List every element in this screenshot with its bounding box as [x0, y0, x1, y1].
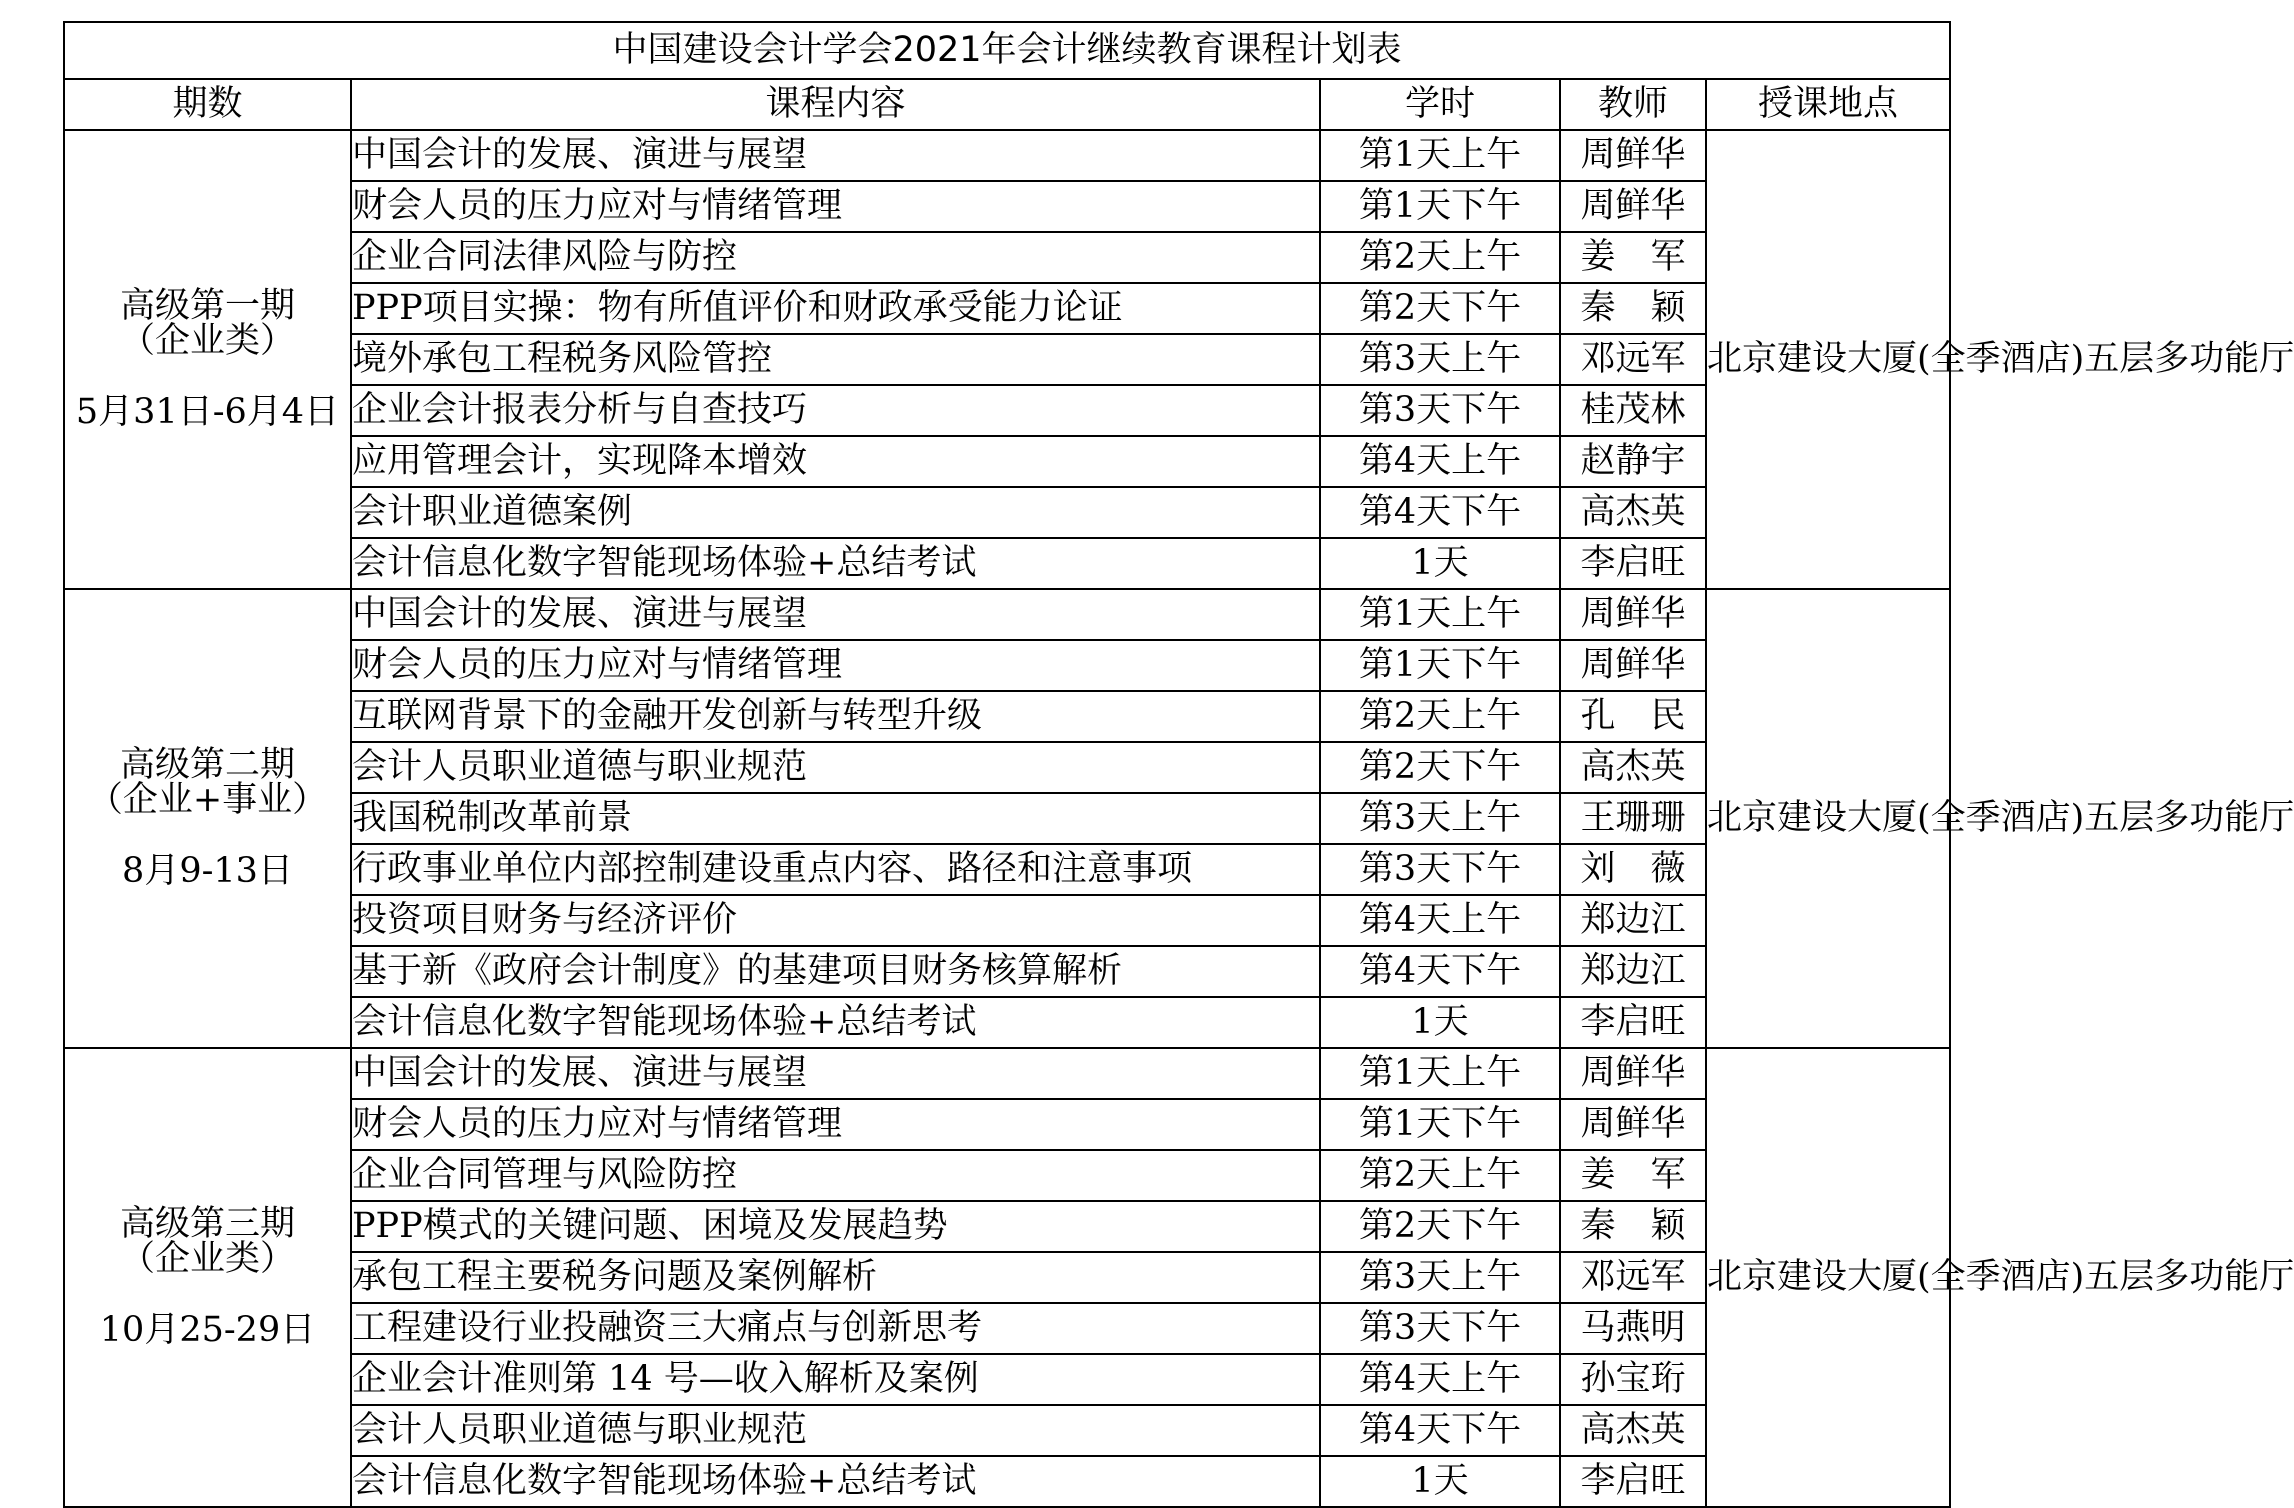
course-cell: 承包工程主要税务问题及案例解析 — [351, 1252, 1320, 1303]
course-cell: 中国会计的发展、演进与展望 — [351, 1048, 1320, 1099]
course-cell: 企业合同管理与风险防控 — [351, 1150, 1320, 1201]
teacher-cell: 周鲜华 — [1560, 589, 1706, 640]
course-cell: 投资项目财务与经济评价 — [351, 895, 1320, 946]
course-cell: 会计信息化数字智能现场体验+总结考试 — [351, 538, 1320, 589]
hours-cell: 第2天下午 — [1320, 1201, 1560, 1252]
hours-cell: 第1天下午 — [1320, 181, 1560, 232]
hours-cell: 第1天上午 — [1320, 589, 1560, 640]
session-cell — [64, 130, 351, 589]
teacher-cell: 刘 薇 — [1560, 844, 1706, 895]
hours-cell: 第3天下午 — [1320, 844, 1560, 895]
course-cell: PPP模式的关键问题、困境及发展趋势 — [351, 1201, 1320, 1252]
teacher-cell: 赵静宇 — [1560, 436, 1706, 487]
teacher-cell: 高杰英 — [1560, 1405, 1706, 1456]
session-type: （企业类） — [119, 321, 295, 361]
teacher-cell: 周鲜华 — [1560, 181, 1706, 232]
hours-cell: 第2天上午 — [1320, 691, 1560, 742]
hours-cell: 第3天上午 — [1320, 334, 1560, 385]
teacher-cell: 邓远军 — [1560, 1252, 1706, 1303]
hours-cell: 第2天上午 — [1320, 232, 1560, 283]
session-dates: 10月25-29日 — [99, 1310, 316, 1350]
hours-cell: 第4天上午 — [1320, 1354, 1560, 1405]
hours-cell: 第1天下午 — [1320, 640, 1560, 691]
session-cell — [64, 1048, 351, 1507]
session-dates: 5月31日-6月4日 — [75, 392, 340, 432]
teacher-cell: 周鲜华 — [1560, 1099, 1706, 1150]
header-hours: 学时 — [1320, 79, 1560, 130]
table-title: 中国建设会计学会2021年会计继续教育课程计划表 — [64, 22, 1950, 79]
hours-cell: 第1天下午 — [1320, 1099, 1560, 1150]
teacher-cell: 李启旺 — [1560, 538, 1706, 589]
hours-cell: 第2天下午 — [1320, 742, 1560, 793]
teacher-cell: 李启旺 — [1560, 1456, 1706, 1507]
course-cell: 中国会计的发展、演进与展望 — [351, 589, 1320, 640]
course-cell: 我国税制改革前景 — [351, 793, 1320, 844]
teacher-cell: 王珊珊 — [1560, 793, 1706, 844]
hours-cell: 1天 — [1320, 997, 1560, 1048]
session-cell — [64, 589, 351, 1048]
teacher-cell: 李启旺 — [1560, 997, 1706, 1048]
course-cell: 财会人员的压力应对与情绪管理 — [351, 640, 1320, 691]
teacher-cell: 郑边江 — [1560, 895, 1706, 946]
session-name: 高级第一期 — [119, 286, 295, 326]
teacher-cell: 邓远军 — [1560, 334, 1706, 385]
course-cell: 会计职业道德案例 — [351, 487, 1320, 538]
course-cell: PPP项目实操：物有所值评价和财政承受能力论证 — [351, 283, 1320, 334]
course-cell: 应用管理会计，实现降本增效 — [351, 436, 1320, 487]
location-cell: 北京建设大厦(全季酒店)五层多功能厅 — [1706, 1048, 1950, 1507]
teacher-cell: 周鲜华 — [1560, 1048, 1706, 1099]
header-session: 期数 — [64, 79, 351, 130]
table-row — [64, 1048, 1950, 1099]
location-cell: 北京建设大厦(全季酒店)五层多功能厅 — [1706, 130, 1950, 589]
hours-cell: 第4天下午 — [1320, 946, 1560, 997]
hours-cell: 第3天下午 — [1320, 385, 1560, 436]
hours-cell: 第3天上午 — [1320, 793, 1560, 844]
course-cell: 会计人员职业道德与职业规范 — [351, 742, 1320, 793]
location-cell: 北京建设大厦(全季酒店)五层多功能厅 — [1706, 589, 1950, 1048]
hours-cell: 第1天上午 — [1320, 130, 1560, 181]
hours-cell: 第3天下午 — [1320, 1303, 1560, 1354]
course-cell: 行政事业单位内部控制建设重点内容、路径和注意事项 — [351, 844, 1320, 895]
course-cell: 企业合同法律风险与防控 — [351, 232, 1320, 283]
teacher-cell: 姜 军 — [1560, 232, 1706, 283]
course-plan-table — [63, 21, 2294, 1508]
teacher-cell: 秦 颖 — [1560, 1201, 1706, 1252]
course-cell: 会计人员职业道德与职业规范 — [351, 1405, 1320, 1456]
course-cell: 境外承包工程税务风险管控 — [351, 334, 1320, 385]
teacher-cell: 周鲜华 — [1560, 130, 1706, 181]
hours-cell: 1天 — [1320, 1456, 1560, 1507]
course-cell: 中国会计的发展、演进与展望 — [351, 130, 1320, 181]
header-course: 课程内容 — [351, 79, 1320, 130]
teacher-cell: 马燕明 — [1560, 1303, 1706, 1354]
teacher-cell: 秦 颖 — [1560, 283, 1706, 334]
hours-cell: 第4天上午 — [1320, 895, 1560, 946]
course-cell: 财会人员的压力应对与情绪管理 — [351, 181, 1320, 232]
course-cell: 会计信息化数字智能现场体验+总结考试 — [351, 1456, 1320, 1507]
course-cell: 财会人员的压力应对与情绪管理 — [351, 1099, 1320, 1150]
teacher-cell: 高杰英 — [1560, 742, 1706, 793]
header-teacher: 教师 — [1560, 79, 1706, 130]
course-cell: 工程建设行业投融资三大痛点与创新思考 — [351, 1303, 1320, 1354]
course-cell: 企业会计报表分析与自查技巧 — [351, 385, 1320, 436]
hours-cell: 第2天下午 — [1320, 283, 1560, 334]
hours-cell: 第1天上午 — [1320, 1048, 1560, 1099]
teacher-cell: 孔 民 — [1560, 691, 1706, 742]
teacher-cell: 周鲜华 — [1560, 640, 1706, 691]
table-body — [64, 22, 2294, 1507]
session-type: （企业+事业） — [87, 780, 328, 820]
session-type: （企业类） — [119, 1239, 295, 1279]
table-row — [64, 130, 1950, 181]
hours-cell: 第4天下午 — [1320, 1405, 1560, 1456]
teacher-cell: 孙宝珩 — [1560, 1354, 1706, 1405]
course-cell: 基于新《政府会计制度》的基建项目财务核算解析 — [351, 946, 1320, 997]
hours-cell: 第2天上午 — [1320, 1150, 1560, 1201]
teacher-cell: 郑边江 — [1560, 946, 1706, 997]
title-row — [64, 22, 1950, 79]
session-dates: 8月9-13日 — [122, 851, 293, 891]
hours-cell: 第3天上午 — [1320, 1252, 1560, 1303]
teacher-cell: 姜 军 — [1560, 1150, 1706, 1201]
course-cell: 企业会计准则第 14 号—收入解析及案例 — [351, 1354, 1320, 1405]
hours-cell: 第4天上午 — [1320, 436, 1560, 487]
table-row — [64, 589, 1950, 640]
hours-cell: 第4天下午 — [1320, 487, 1560, 538]
course-cell: 互联网背景下的金融开发创新与转型升级 — [351, 691, 1320, 742]
course-cell: 会计信息化数字智能现场体验+总结考试 — [351, 997, 1320, 1048]
header-row — [64, 79, 1950, 130]
teacher-cell: 桂茂林 — [1560, 385, 1706, 436]
session-name: 高级第二期 — [119, 745, 295, 785]
teacher-cell: 高杰英 — [1560, 487, 1706, 538]
hours-cell: 1天 — [1320, 538, 1560, 589]
session-name: 高级第三期 — [119, 1204, 295, 1244]
header-location: 授课地点 — [1706, 79, 1950, 130]
